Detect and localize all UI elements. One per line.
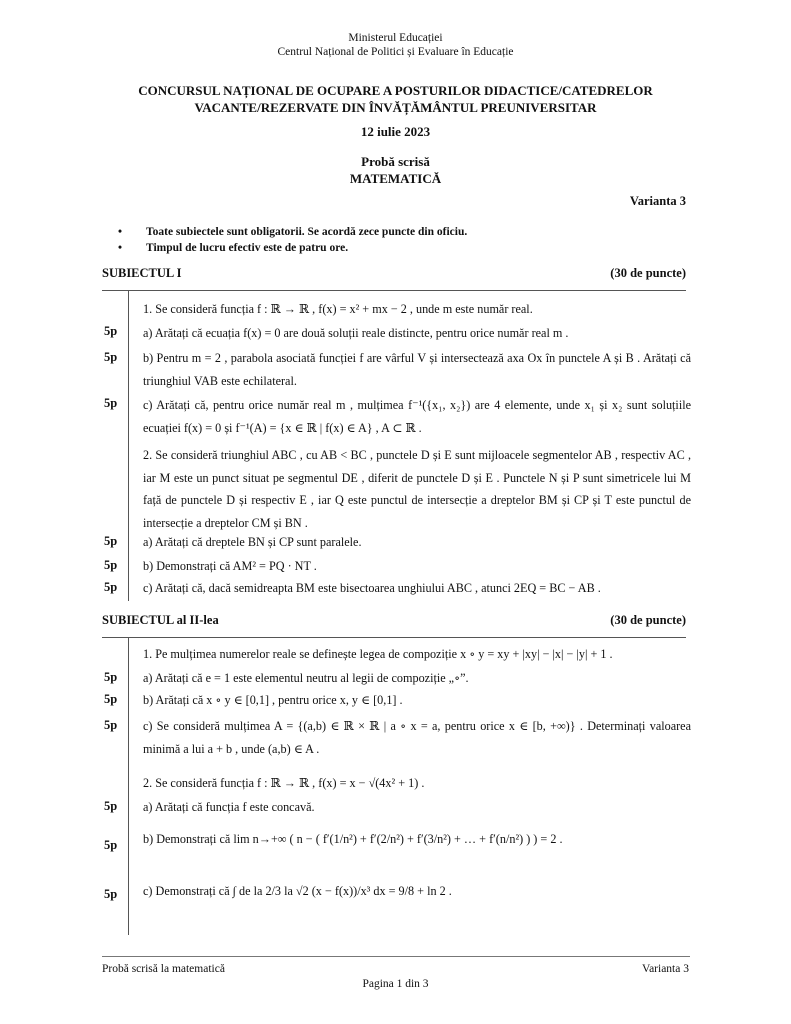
footer-divider — [102, 956, 690, 957]
variant-label: Varianta 3 — [629, 194, 686, 208]
s1-problem-2: 2. Se consideră triunghiul ABC , cu AB < BC , punctele D și E sunt mijloacele segmentelor AB , respectiv AC , iar M este un punct situat pe segmentul DE , diferit de punctele D și E . Punctele N și P sunt simetricele lui M față de punctele D și respectiv E , iar Q este punctul de intersecție a dreptelor BM și CP și T este punctul de intersecție a dreptelor CM și BN . — [143, 448, 691, 530]
title-line-2: VACANTE/REZERVATE DIN ÎNVĂȚĂMÂNTUL PREUNIVERSITAR — [194, 100, 597, 115]
s2-problem-1b: b) Arătați că x ∘ y ∈ [0,1] , pentru orice x, y ∈ [0,1] . — [143, 693, 403, 707]
points-badge: 5p — [104, 799, 118, 813]
s1-problem-2b: b) Demonstrați că AM² = PQ · NT . — [143, 559, 317, 573]
rule-item: • Toate subiectele sunt obligatorii. Se acordă zece puncte din oficiu. — [118, 224, 467, 240]
section-1-points: (30 de puncte) — [610, 266, 686, 280]
points-badge: 5p — [104, 887, 118, 901]
s2-problem-2a: a) Arătați că funcția f este concavă. — [143, 800, 315, 814]
s2-problem-2: 2. Se consideră funcția f : ℝ → ℝ , f(x) = x − √(4x² + 1) . — [143, 776, 425, 790]
s1-problem-1: 1. Se consideră funcția f : ℝ → ℝ , f(x) = x² + mx − 2 , unde m este număr real. — [143, 302, 533, 316]
points-badge: 5p — [104, 718, 118, 732]
section-1-divider — [102, 290, 686, 291]
s1-problem-1b: b) Pentru m = 2 , parabola asociată funcției f are vârful V și intersectează axa Ox în punctele A și B . Arătați că triunghiul VAB este echilateral. — [143, 351, 691, 388]
rule-item: • Timpul de lucru efectiv este de patru ore. — [118, 240, 467, 256]
section-1-name: SUBIECTUL I — [102, 266, 182, 280]
page-number: Pagina 1 din 3 — [362, 978, 429, 990]
s1-problem-2c: c) Arătați că, dacă semidreapta BM este bisectoarea unghiului ABC , atunci 2EQ = BC − AB . — [143, 581, 601, 595]
points-badge: 5p — [104, 580, 118, 594]
section-2-divider — [102, 637, 686, 638]
s1-problem-1a: a) Arătați că ecuația f(x) = 0 are două soluții reale distincte, pentru orice număr real m . — [143, 326, 569, 340]
points-badge: 5p — [104, 558, 118, 572]
section-2-margin-line — [128, 637, 129, 935]
section-2-name: SUBIECTUL al II-lea — [102, 613, 219, 627]
s1-problem-1c: c) Arătați că, pentru orice număr real m , mulțimea f⁻¹({x₁, x₂}) are 4 elemente, unde x₁ și x₂ sunt soluțiile ecuației f(x) = 0 și f⁻¹(A) = {x ∈ ℝ | f(x) ∈ A} , A ⊂ ℝ . — [143, 398, 691, 435]
points-badge: 5p — [104, 692, 118, 706]
footer-right: Varianta 3 — [642, 963, 689, 975]
points-badge: 5p — [104, 838, 118, 852]
points-badge: 5p — [104, 534, 118, 548]
s2-problem-1a: a) Arătați că e = 1 este elementul neutru al legii de compoziție „∘”. — [143, 671, 469, 685]
exam-type: Probă scrisă — [361, 154, 430, 169]
section-1-header — [102, 266, 686, 281]
points-badge: 5p — [104, 350, 118, 364]
points-badge: 5p — [104, 670, 118, 684]
footer-left: Probă scrisă la matematică — [102, 963, 225, 975]
ministry-name: Ministerul Educației — [348, 32, 443, 44]
rules-list — [118, 224, 467, 256]
points-badge: 5p — [104, 396, 118, 410]
center-name: Centrul Național de Politici și Evaluare în Educație — [277, 46, 514, 58]
title-line-1: CONCURSUL NAȚIONAL DE OCUPARE A POSTURILOR DIDACTICE/CATEDRELOR — [138, 83, 653, 98]
s1-problem-2a: a) Arătați că dreptele BN și CP sunt paralele. — [143, 535, 362, 549]
section-2-header — [102, 613, 686, 628]
exam-subject: MATEMATICĂ — [349, 171, 442, 186]
s2-problem-1c: c) Se consideră mulțimea A = {(a,b) ∈ ℝ × ℝ | a ∘ x = a, pentru orice x ∈ [b, +∞)} . Determinați valoarea minimă a lui a + b , unde (a,b) ∈ A . — [143, 719, 691, 756]
section-2-points: (30 de puncte) — [610, 613, 686, 627]
s2-problem-2c: c) Demonstrați că ∫ de la 2/3 la √2 (x − f(x))/x³ dx = 9/8 + ln 2 . — [143, 884, 452, 898]
section-1-margin-line — [128, 290, 129, 601]
s2-problem-2b: b) Demonstrați că lim n→+∞ ( n − ( f′(1/n²) + f′(2/n²) + f′(3/n²) + … + f′(n/n²) ) ) = 2 . — [143, 832, 563, 846]
points-badge: 5p — [104, 324, 118, 338]
s2-problem-1: 1. Pe mulțimea numerelor reale se definește legea de compoziție x ∘ y = xy + |xy| − |x| − |y| + 1 . — [143, 647, 613, 661]
exam-date: 12 iulie 2023 — [360, 124, 431, 139]
